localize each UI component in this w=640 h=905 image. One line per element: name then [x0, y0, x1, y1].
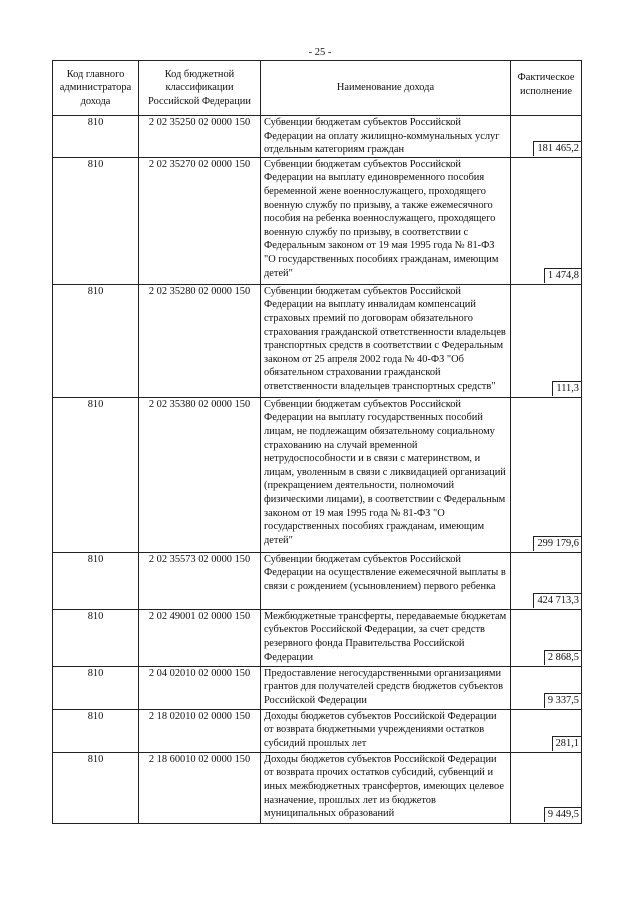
- amount-value: 181 465,2: [533, 141, 581, 156]
- header-actual-execution: Фактическое исполнение: [511, 61, 582, 116]
- table-row: [53, 284, 582, 397]
- admin-code-cell: 810: [53, 666, 139, 709]
- revenue-name-cell: Субвенции бюджетам субъектов Российской Федерации на оплату жилищно-коммунальных услуг отдельным категориям граждан: [261, 116, 511, 158]
- amount-value: 281,1: [552, 736, 581, 751]
- admin-code-cell: 810: [53, 609, 139, 666]
- revenue-table: [52, 60, 582, 824]
- table-header-row: [53, 61, 582, 116]
- revenue-name-cell: Субвенции бюджетам субъектов Российской Федерации на выплату единовременного пособия беременной жене военнослужащего, проходящего военную службу по призыву, а также ежемесячного пособия на ребенка военнослужащего, проходящего военную службу по призыву, в соответствии с Федеральным законом от 19 мая 1995 года № 81-ФЗ "О государственных пособиях гражданам, имеющим детей": [261, 157, 511, 284]
- amount-value: 111,3: [552, 381, 581, 396]
- amount-cell: [511, 666, 582, 709]
- table-row: [53, 552, 582, 609]
- amount-value: 9 337,5: [544, 693, 581, 708]
- table-row: [53, 752, 582, 823]
- amount-cell: [511, 284, 582, 397]
- budget-code-cell: 2 02 35280 02 0000 150: [139, 284, 261, 397]
- revenue-name-cell: Субвенции бюджетам субъектов Российской Федерации на выплату инвалидам компенсаций страховых премий по договорам обязательного страхования гражданской ответственности владельцев транспортных средств в соответствии с Федеральным законом от 25 апреля 2002 года № 40-ФЗ "Об обязательном страховании гражданской ответственности владельцев транспортных средств": [261, 284, 511, 397]
- revenue-name-cell: Доходы бюджетов субъектов Российской Федерации от возврата прочих остатков субсидий, субвенций и иных межбюджетных трансфертов, имеющих целевое назначение, прошлых лет из бюджетов муниципальных образований: [261, 752, 511, 823]
- revenue-name-cell: Субвенции бюджетам субъектов Российской Федерации на осуществление ежемесячной выплаты в связи с рождением (усыновлением) первого ребенка: [261, 552, 511, 609]
- amount-value: 299 179,6: [533, 536, 581, 551]
- budget-code-cell: 2 18 02010 02 0000 150: [139, 709, 261, 752]
- amount-cell: [511, 116, 582, 158]
- table-row: [53, 116, 582, 158]
- admin-code-cell: 810: [53, 709, 139, 752]
- admin-code-cell: 810: [53, 397, 139, 552]
- table-row: [53, 666, 582, 709]
- header-budget-code: Код бюджетной классификации Российской Федерации: [139, 61, 261, 116]
- amount-value: 2 868,5: [544, 650, 581, 665]
- amount-cell: [511, 752, 582, 823]
- header-admin-code: Код главного администратора дохода: [53, 61, 139, 116]
- amount-value: 1 474,8: [544, 268, 581, 283]
- admin-code-cell: 810: [53, 552, 139, 609]
- revenue-name-cell: Субвенции бюджетам субъектов Российской Федерации на выплату государственных пособий лицам, не подлежащим обязательному социальному страхованию на случай временной нетрудоспособности и в связи с материнством, и лицам, уволенным в связи с ликвидацией организаций (прекращением деятельности, полномочий физическими лицами), в соответствии с Федеральным законом от 19 мая 1995 года № 81-ФЗ "О государственных пособиях гражданам, имеющим детей": [261, 397, 511, 552]
- table-row: [53, 609, 582, 666]
- budget-code-cell: 2 02 35250 02 0000 150: [139, 116, 261, 158]
- admin-code-cell: 810: [53, 157, 139, 284]
- amount-value: 9 449,5: [544, 807, 581, 822]
- amount-cell: [511, 709, 582, 752]
- revenue-name-cell: Предоставление негосударственными организациями грантов для получателей средств бюджетов субъектов Российской Федерации: [261, 666, 511, 709]
- amount-cell: [511, 609, 582, 666]
- header-revenue-name: Наименование дохода: [261, 61, 511, 116]
- budget-code-cell: 2 02 49001 02 0000 150: [139, 609, 261, 666]
- table-row: [53, 157, 582, 284]
- admin-code-cell: 810: [53, 116, 139, 158]
- table-row: [53, 709, 582, 752]
- admin-code-cell: 810: [53, 284, 139, 397]
- table-row: [53, 397, 582, 552]
- amount-value: 424 713,3: [533, 593, 581, 608]
- budget-code-cell: 2 04 02010 02 0000 150: [139, 666, 261, 709]
- amount-cell: [511, 397, 582, 552]
- budget-code-cell: 2 18 60010 02 0000 150: [139, 752, 261, 823]
- page-number: - 25 -: [308, 47, 332, 58]
- admin-code-cell: 810: [53, 752, 139, 823]
- amount-cell: [511, 157, 582, 284]
- amount-cell: [511, 552, 582, 609]
- revenue-name-cell: Доходы бюджетов субъектов Российской Федерации от возврата бюджетными учреждениями остатков субсидий прошлых лет: [261, 709, 511, 752]
- revenue-name-cell: Межбюджетные трансферты, передаваемые бюджетам субъектов Российской Федерации, за счет средств резервного фонда Правительства Российской Федерации: [261, 609, 511, 666]
- budget-code-cell: 2 02 35270 02 0000 150: [139, 157, 261, 284]
- budget-code-cell: 2 02 35380 02 0000 150: [139, 397, 261, 552]
- budget-code-cell: 2 02 35573 02 0000 150: [139, 552, 261, 609]
